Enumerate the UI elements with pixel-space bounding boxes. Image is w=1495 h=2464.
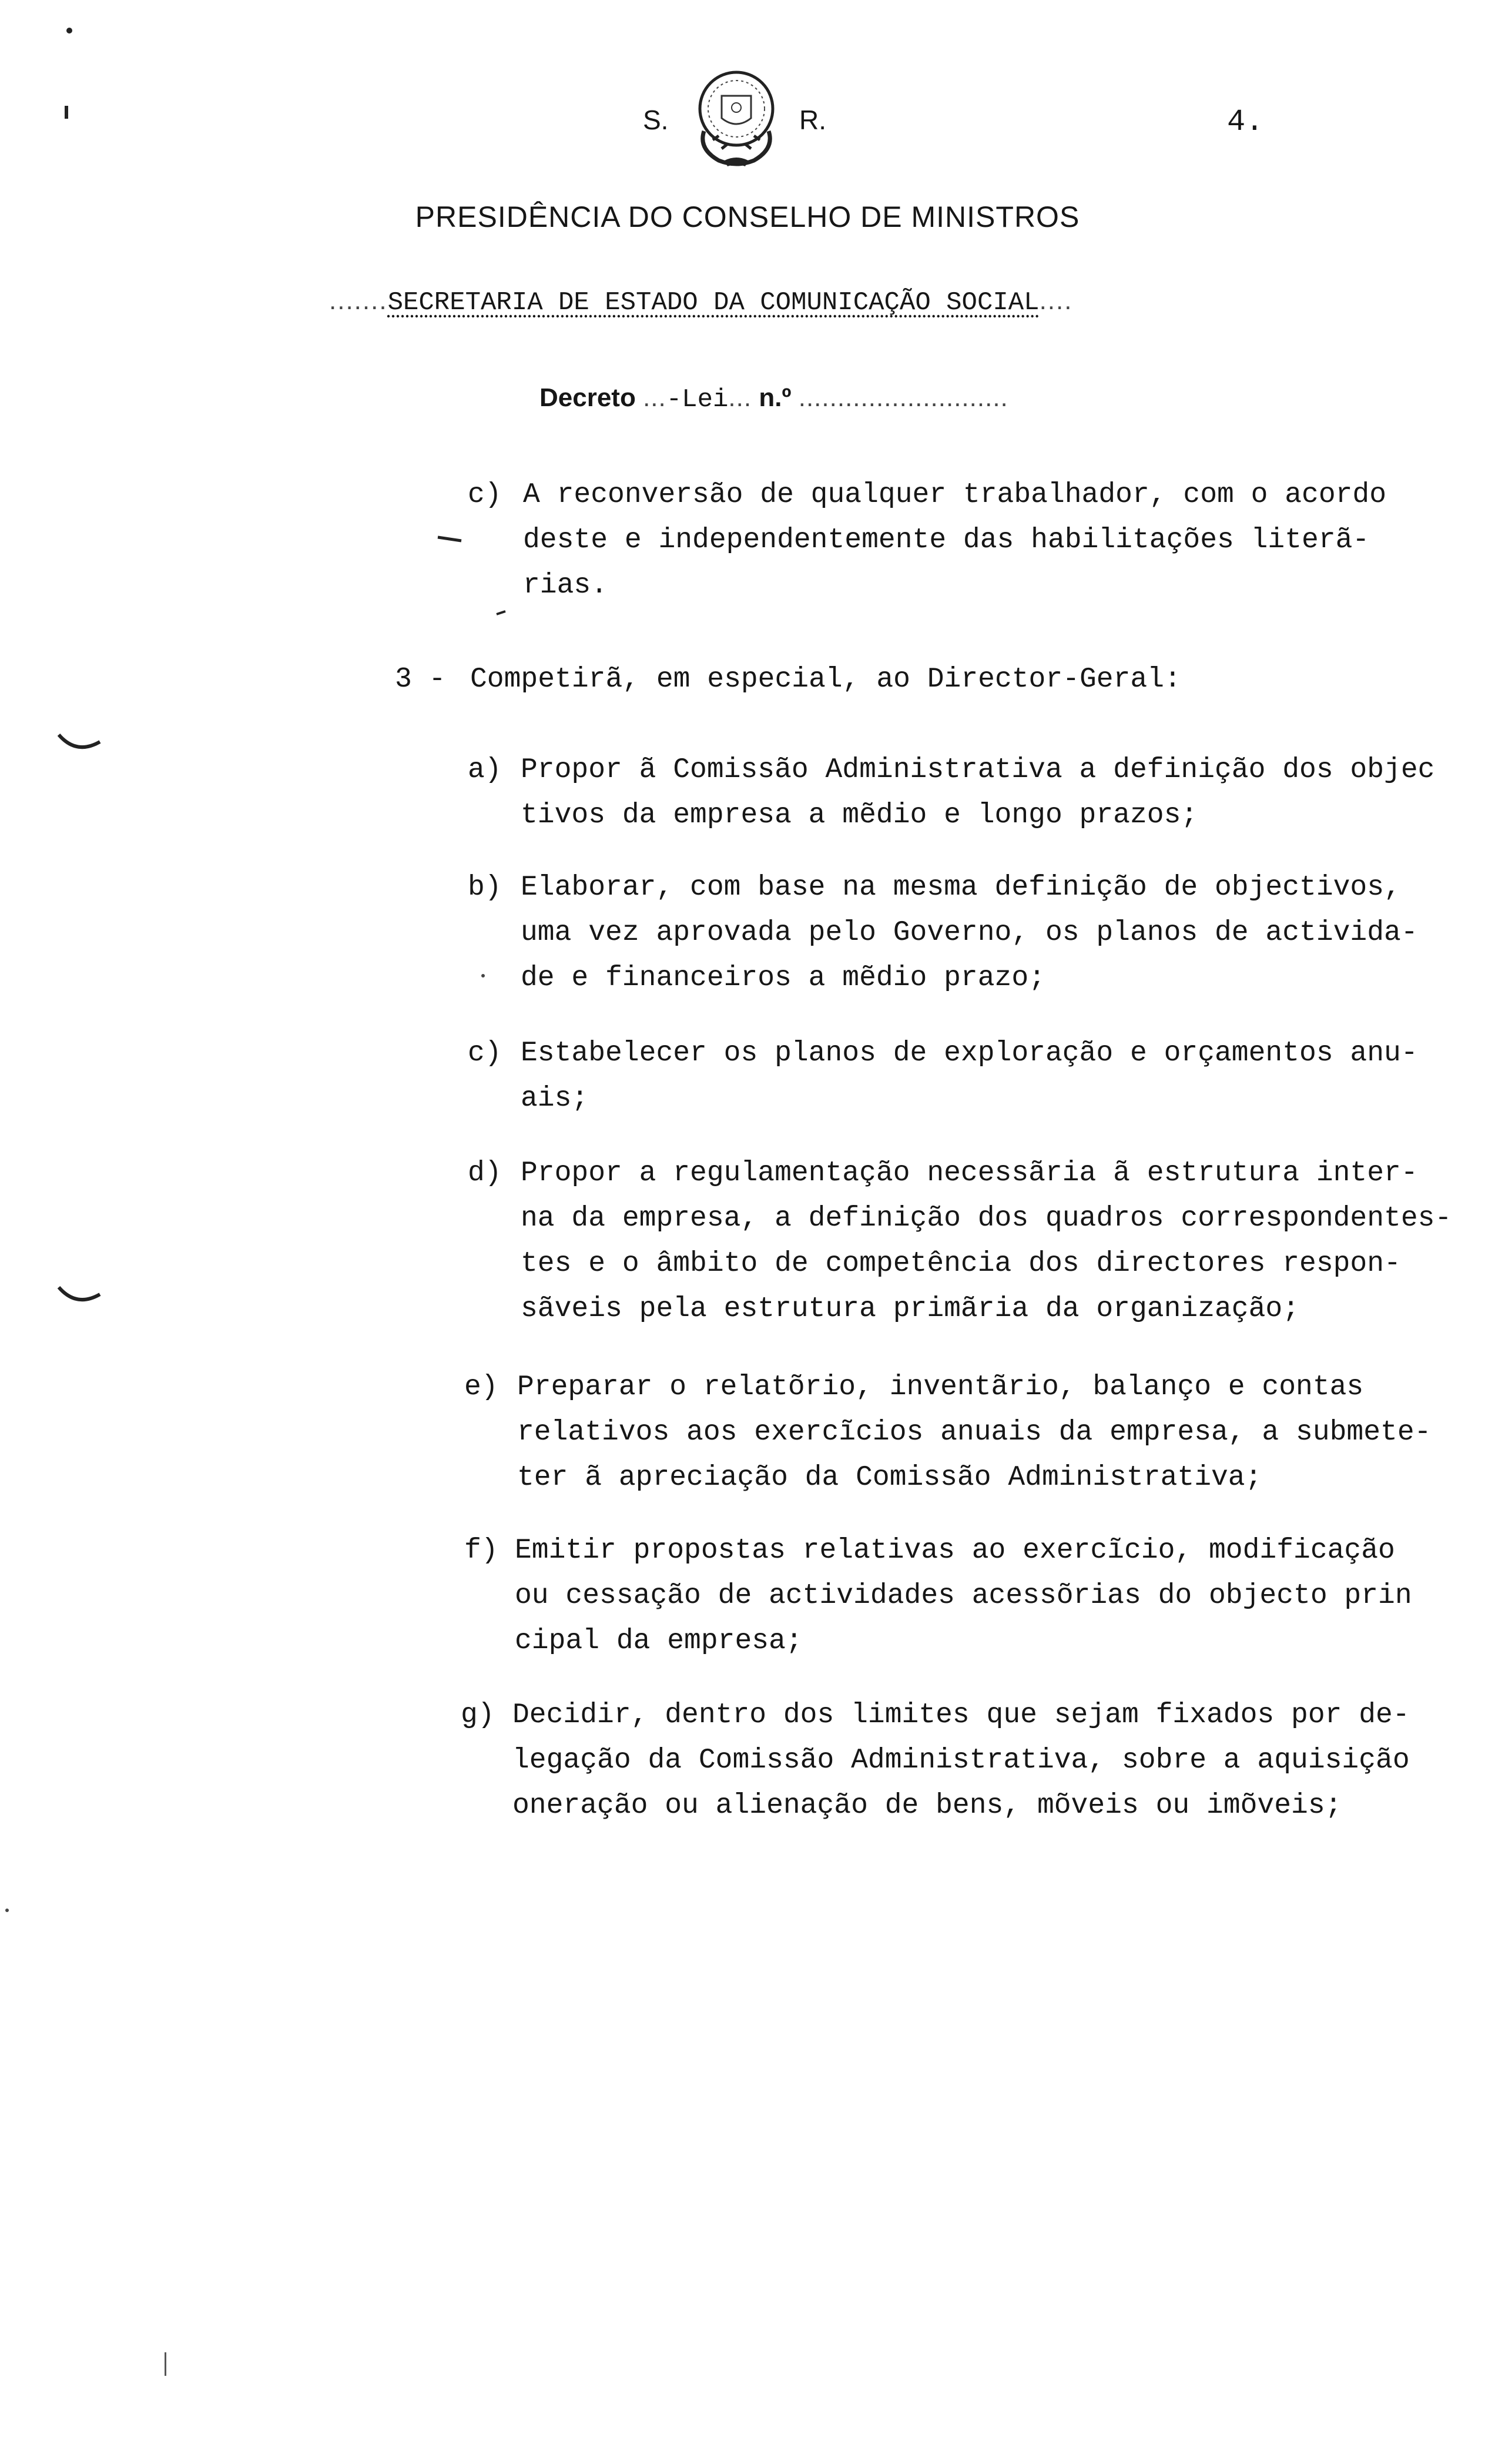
text-line: Propor ã Comissão Administrativa a definição dos objec <box>521 754 1435 786</box>
text-line: Preparar o relatõrio, inventãrio, balanço e contas <box>517 1371 1364 1403</box>
scan-tick <box>65 106 68 119</box>
text-line: A reconversão de qualquer trabalhador, com o acordo <box>523 479 1387 511</box>
secretariat-name: SECRETARIA DE ESTADO DA COMUNICAÇÃO SOCIAL <box>387 288 1040 317</box>
decree-label: Decreto <box>539 383 636 412</box>
text-line: oneração ou alienação de bens, mõveis ou imõveis; <box>512 1790 1342 1822</box>
item-label: c) <box>468 1037 502 1069</box>
dotted-leader: ... <box>728 383 752 412</box>
dotted-leader: ........................... <box>798 383 1008 412</box>
scan-dash <box>438 537 461 541</box>
text-line: cipal da empresa; <box>515 1625 803 1657</box>
item-label: a) <box>468 754 502 786</box>
text-line: ou cessação de actividades acessõrias do objecto prin <box>515 1580 1412 1612</box>
text-line: Propor a regulamentação necessãria ã estrutura inter- <box>521 1157 1418 1189</box>
text-line: relativos aos exercĩcios anuais da empresa, a submete- <box>517 1417 1432 1448</box>
page-number: 4. <box>1227 105 1264 139</box>
text-line: tivos da empresa a mẽdio e longo prazos; <box>521 799 1198 831</box>
scan-dash <box>497 611 505 614</box>
text-line: Estabelecer os planos de exploração e orçamentos anu- <box>521 1037 1418 1069</box>
dotted-leader: .... <box>1039 286 1073 315</box>
text-line: Elaborar, com base na mesma definição de objectivos, <box>521 872 1401 903</box>
decree-number-label: n.º <box>759 383 792 412</box>
item-label: g) <box>461 1699 495 1731</box>
text-line: na da empresa, a definição dos quadros correspondentes- <box>521 1203 1452 1234</box>
text-line: Emitir propostas relativas ao exercĩcio, modificação <box>515 1535 1395 1566</box>
text-line: tes e o âmbito de competência dos directores respon- <box>521 1248 1401 1280</box>
text-line: sãveis pela estrutura primãria da organização; <box>521 1293 1300 1325</box>
seal-left-letter: S. <box>643 105 669 135</box>
presidency-heading: PRESIDÊNCIA DO CONSELHO DE MINISTROS <box>415 200 1080 233</box>
item-label: e) <box>464 1371 498 1403</box>
text-line: ais; <box>521 1083 589 1114</box>
text-line: de e financeiros a mẽdio prazo; <box>521 962 1045 994</box>
scan-dot <box>5 1909 9 1912</box>
scan-dot <box>481 974 485 977</box>
section-number: 3 - <box>395 664 446 695</box>
dotted-leader: ... <box>643 383 666 412</box>
text-line: uma vez aprovada pelo Governo, os planos de activida- <box>521 917 1418 949</box>
text-line: Decidir, dentro dos limites que sejam fixados por de- <box>512 1699 1410 1731</box>
seal-right-letter: R. <box>799 105 826 135</box>
text-line: deste e independentemente das habilitações literã- <box>523 524 1370 556</box>
text-line: rias. <box>523 570 608 601</box>
item-label: b) <box>468 872 502 903</box>
text-line: legação da Comissão Administrativa, sobre a aquisição <box>512 1745 1410 1776</box>
punch-hole-mark <box>59 1287 100 1300</box>
punch-hole-mark <box>59 735 100 747</box>
scan-line <box>165 2352 166 2376</box>
text-line: ter ã apreciação da Comissão Administrativa; <box>517 1462 1262 1494</box>
scan-dot <box>66 28 72 34</box>
item-label: d) <box>468 1157 502 1189</box>
dotted-leader: ....... <box>329 286 388 315</box>
section-title: Competirã, em especial, ao Director-Geral: <box>470 664 1181 695</box>
decree-fill: -Lei <box>666 385 729 414</box>
item-label: f) <box>464 1535 498 1566</box>
item-label: c) <box>468 479 502 511</box>
